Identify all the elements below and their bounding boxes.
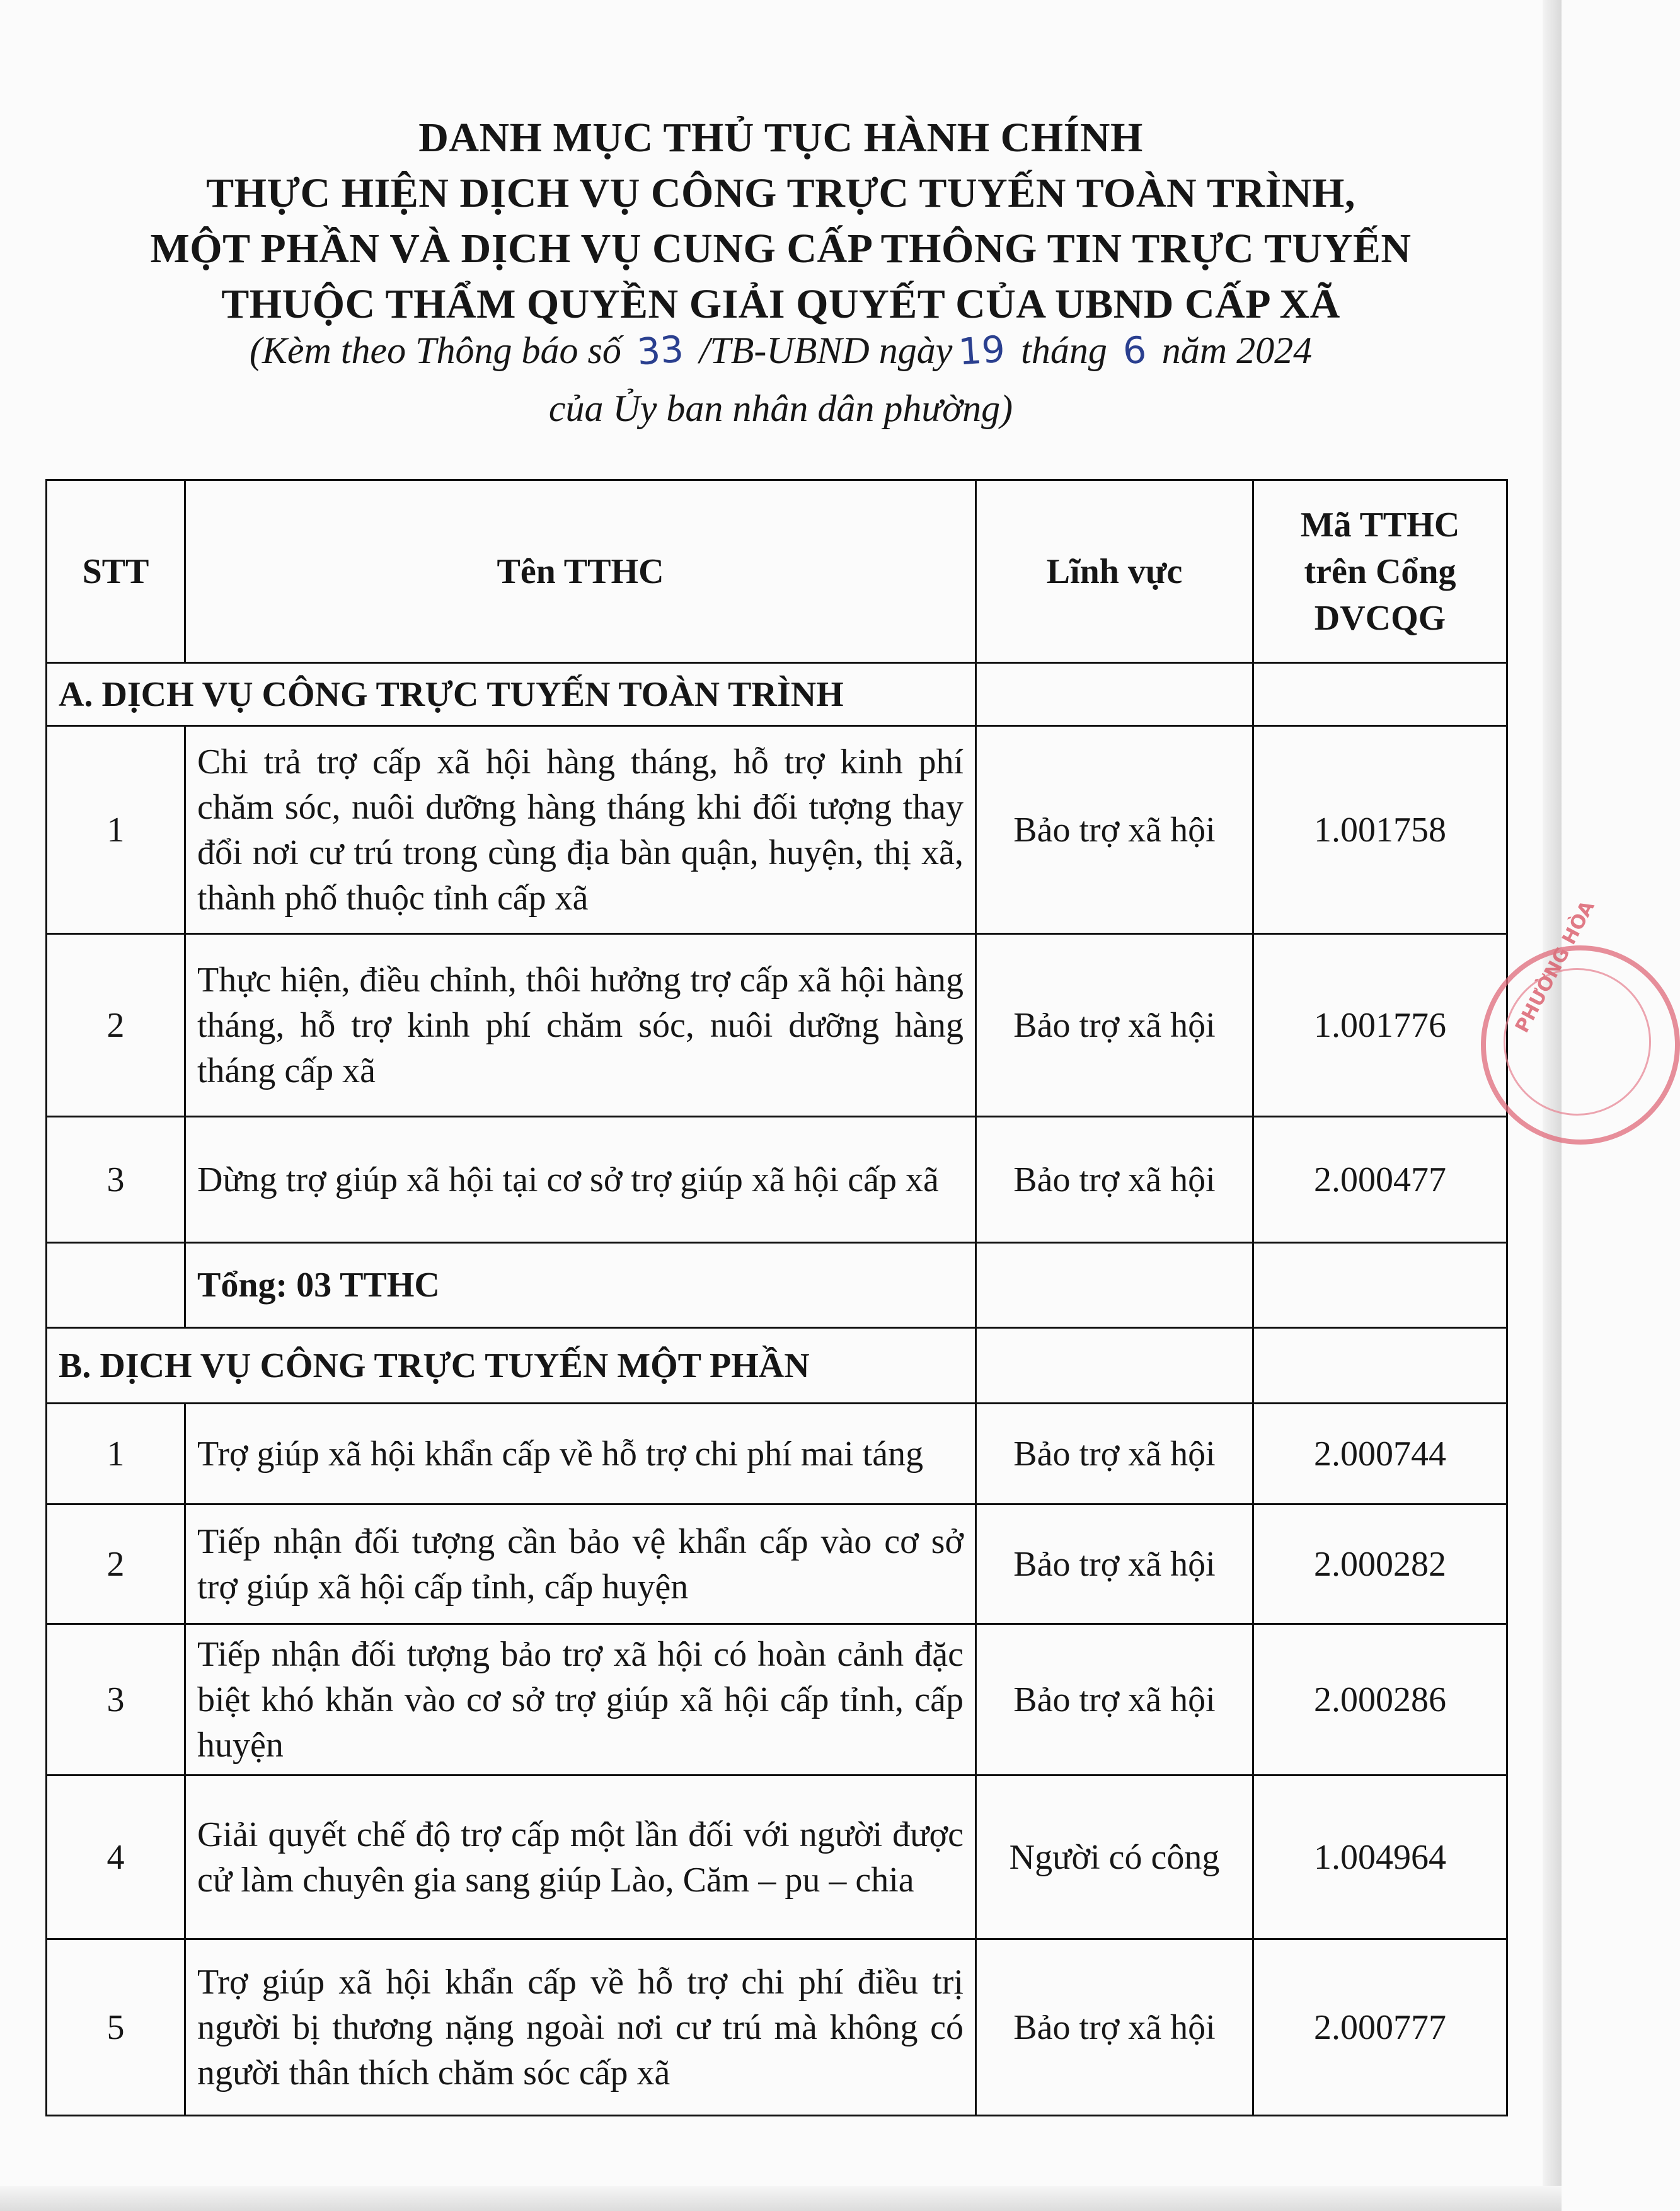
table-row	[47, 1624, 1507, 1775]
total-label: Tổng: 03 TTHC	[185, 1243, 976, 1328]
row-stt: 3	[47, 1117, 185, 1243]
row-name: Tiếp nhận đối tượng cần bảo vệ khẩn cấp vào cơ sở trợ giúp xã hội cấp tỉnh, cấp huyện	[185, 1504, 976, 1624]
scan-edge-bottom	[0, 2186, 1562, 2211]
row-name: Giải quyết chế độ trợ cấp một lần đối với người được cử làm chuyên gia sang giúp Lào, Căm – pu – chia	[185, 1775, 976, 1939]
table-row	[47, 1775, 1507, 1939]
handwritten-month: 6	[1121, 328, 1148, 373]
row-field: Bảo trợ xã hội	[976, 1624, 1253, 1775]
row-field: Bảo trợ xã hội	[976, 1117, 1253, 1243]
table-row	[47, 1504, 1507, 1624]
header-code-line-2: trên Cổng	[1304, 551, 1456, 591]
section-b-empty-field	[976, 1328, 1253, 1404]
table-header-row	[47, 480, 1507, 663]
row-stt: 2	[47, 1504, 185, 1624]
subtitle-mid-1: /TB-UBND ngày	[699, 330, 953, 371]
row-code: 1.001758	[1253, 726, 1507, 934]
table-row	[47, 726, 1507, 934]
row-field: Bảo trợ xã hội	[976, 1939, 1253, 2116]
row-name: Thực hiện, điều chỉnh, thôi hưởng trợ cấp xã hội hàng tháng, hỗ trợ kinh phí chăm sóc, nuôi dưỡng hàng tháng cấp xã	[185, 934, 976, 1117]
row-field: Bảo trợ xã hội	[976, 934, 1253, 1117]
seal-inner-ring	[1504, 968, 1651, 1116]
subtitle-prefix: (Kèm theo Thông báo số	[249, 330, 621, 371]
section-b-empty-code	[1253, 1328, 1507, 1404]
row-field: Bảo trợ xã hội	[976, 1404, 1253, 1504]
header-field: Lĩnh vực	[976, 480, 1253, 663]
row-stt: 2	[47, 934, 185, 1117]
section-a-empty-code	[1253, 663, 1507, 726]
section-a-row	[47, 663, 1507, 726]
section-a-title: A. DỊCH VỤ CÔNG TRỰC TUYẾN TOÀN TRÌNH	[47, 663, 976, 726]
row-code: 2.000477	[1253, 1117, 1507, 1243]
document-title	[0, 110, 1562, 332]
row-field: Bảo trợ xã hội	[976, 1504, 1253, 1624]
row-stt: 4	[47, 1775, 185, 1939]
row-stt: 5	[47, 1939, 185, 2116]
subtitle-line-1	[0, 321, 1562, 379]
document-subtitle	[0, 321, 1562, 437]
row-name: Dừng trợ giúp xã hội tại cơ sở trợ giúp xã hội cấp xã	[185, 1117, 976, 1243]
table-row	[47, 1939, 1507, 2116]
row-code: 2.000286	[1253, 1624, 1507, 1775]
official-seal	[1481, 897, 1680, 1145]
handwritten-day: 19	[957, 327, 1007, 374]
row-code: 1.001776	[1253, 934, 1507, 1117]
row-code: 2.000744	[1253, 1404, 1507, 1504]
table-row	[47, 1404, 1507, 1504]
row-name: Tiếp nhận đối tượng bảo trợ xã hội có hoàn cảnh đặc biệt khó khăn vào cơ sở trợ giúp xã hội cấp tỉnh, cấp huyện	[185, 1624, 976, 1775]
row-field: Người có công	[976, 1775, 1253, 1939]
table-row	[47, 1117, 1507, 1243]
title-line-2: THỰC HIỆN DỊCH VỤ CÔNG TRỰC TUYẾN TOÀN TRÌNH,	[206, 170, 1355, 216]
header-code-line-3: DVCQG	[1314, 598, 1446, 638]
total-empty-field	[976, 1243, 1253, 1328]
table-row	[47, 934, 1507, 1117]
procedures-table	[45, 479, 1508, 2116]
header-code-line-1: Mã TTHC	[1300, 505, 1460, 545]
seal-text: PHƯỜNG HÒA	[1511, 897, 1599, 1037]
row-stt: 1	[47, 726, 185, 934]
row-field: Bảo trợ xã hội	[976, 726, 1253, 934]
title-line-3: MỘT PHẦN VÀ DỊCH VỤ CUNG CẤP THÔNG TIN TRỰC TUYẾN	[150, 226, 1412, 272]
subtitle-line-2: của Ủy ban nhân dân phường)	[548, 388, 1013, 429]
row-stt: 3	[47, 1624, 185, 1775]
row-code: 2.000282	[1253, 1504, 1507, 1624]
section-a-empty-field	[976, 663, 1253, 726]
title-line-4: THUỘC THẨM QUYỀN GIẢI QUYẾT CỦA UBND CẤP XÃ	[221, 281, 1340, 327]
header-code	[1253, 480, 1507, 663]
total-empty-code	[1253, 1243, 1507, 1328]
total-empty-stt	[47, 1243, 185, 1328]
subtitle-mid-2: tháng	[1021, 330, 1107, 371]
title-line-1: DANH MỤC THỦ TỤC HÀNH CHÍNH	[418, 115, 1143, 161]
header-stt: STT	[47, 480, 185, 663]
row-code: 2.000777	[1253, 1939, 1507, 2116]
row-name: Trợ giúp xã hội khẩn cấp về hỗ trợ chi phí mai táng	[185, 1404, 976, 1504]
handwritten-number: 33	[635, 327, 685, 374]
header-name: Tên TTHC	[185, 480, 976, 663]
row-name: Chi trả trợ cấp xã hội hàng tháng, hỗ trợ kinh phí chăm sóc, nuôi dưỡng hàng tháng khi đối tượng thay đổi nơi cư trú trong cùng địa bàn quận, huyện, thị xã, thành phố thuộc tỉnh cấp xã	[185, 726, 976, 934]
section-b-title: B. DỊCH VỤ CÔNG TRỰC TUYẾN MỘT PHẦN	[47, 1328, 976, 1404]
subtitle-mid-3: năm 2024	[1161, 330, 1313, 371]
row-stt: 1	[47, 1404, 185, 1504]
row-name: Trợ giúp xã hội khẩn cấp về hỗ trợ chi phí điều trị người bị thương nặng ngoài nơi cư trú mà không có người thân thích chăm sóc cấp xã	[185, 1939, 976, 2116]
total-row	[47, 1243, 1507, 1328]
row-code: 1.004964	[1253, 1775, 1507, 1939]
section-b-row	[47, 1328, 1507, 1404]
